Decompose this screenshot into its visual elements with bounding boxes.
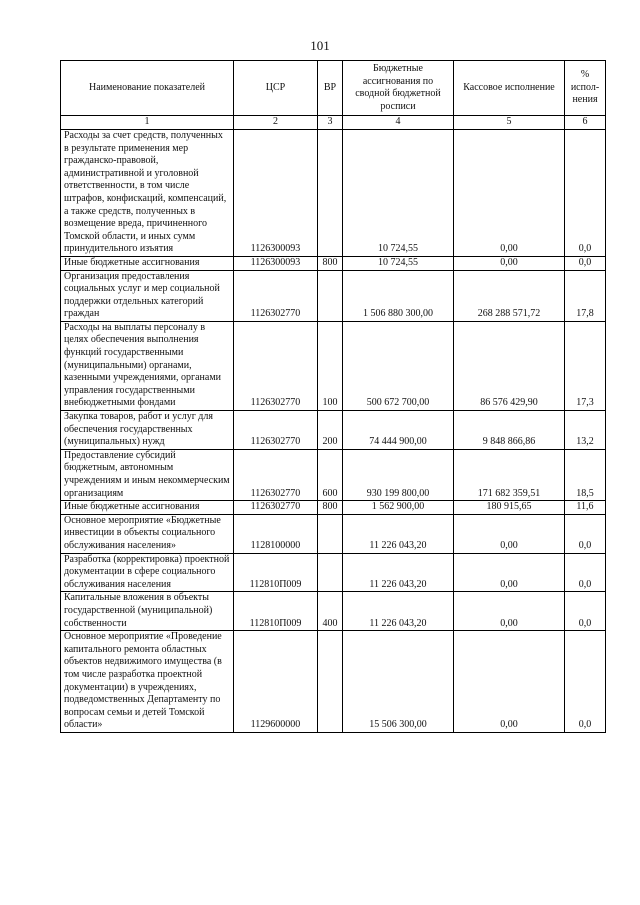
row-allocations: 15 506 300,00 — [343, 631, 454, 733]
row-vr — [318, 270, 343, 321]
col-header-name: Наименование показателей — [61, 61, 234, 116]
row-percent: 0,0 — [565, 631, 606, 733]
row-execution: 180 915,65 — [454, 501, 565, 515]
row-percent: 13,2 — [565, 411, 606, 450]
table-row — [61, 411, 606, 450]
row-name: Предоставление субсидий бюджетным, автономным учреждениям и иным некоммерческим организациям — [61, 449, 234, 500]
col-header-allocations: Бюджетные ассигнования по сводной бюджетной росписи — [343, 61, 454, 116]
row-percent: 11,6 — [565, 501, 606, 515]
row-percent: 0,0 — [565, 592, 606, 631]
row-csr: 1126302770 — [234, 411, 318, 450]
row-name: Капитальные вложения в объекты государственной (муниципальной) собственности — [61, 592, 234, 631]
row-name: Иные бюджетные ассигнования — [61, 256, 234, 270]
row-execution: 268 288 571,72 — [454, 270, 565, 321]
table-row — [61, 631, 606, 733]
col-number: 2 — [234, 116, 318, 130]
table-row — [61, 270, 606, 321]
row-allocations: 1 562 900,00 — [343, 501, 454, 515]
row-allocations: 930 199 800,00 — [343, 449, 454, 500]
row-execution: 0,00 — [454, 553, 565, 592]
row-percent: 18,5 — [565, 449, 606, 500]
row-name: Разработка (корректировка) проектной документации в сфере социального обслуживания населения — [61, 553, 234, 592]
row-name: Расходы на выплаты персоналу в целях обеспечения выполнения функций государственными (муниципальными) органами, казенными учреждениями, органами управления государственными внебюджетными фондами — [61, 321, 234, 410]
row-allocations: 10 724,55 — [343, 256, 454, 270]
row-execution: 86 576 429,90 — [454, 321, 565, 410]
row-vr: 400 — [318, 592, 343, 631]
row-percent: 17,3 — [565, 321, 606, 410]
table-row — [61, 256, 606, 270]
table-row — [61, 321, 606, 410]
row-execution: 0,00 — [454, 256, 565, 270]
row-csr: 1126302770 — [234, 449, 318, 500]
table-row — [61, 592, 606, 631]
row-percent: 17,8 — [565, 270, 606, 321]
col-number: 4 — [343, 116, 454, 130]
budget-table — [60, 60, 606, 733]
row-vr — [318, 514, 343, 553]
row-csr: 1126302770 — [234, 321, 318, 410]
col-header-percent: % испол-нения — [565, 61, 606, 116]
row-execution: 0,00 — [454, 592, 565, 631]
page-number: 101 — [310, 38, 330, 53]
row-execution: 171 682 359,51 — [454, 449, 565, 500]
row-allocations: 11 226 043,20 — [343, 514, 454, 553]
col-number: 6 — [565, 116, 606, 130]
row-allocations: 11 226 043,20 — [343, 553, 454, 592]
row-name: Закупка товаров, работ и услуг для обеспечения государственных (муниципальных) нужд — [61, 411, 234, 450]
row-name: Основное мероприятие «Бюджетные инвестиции в объекты социального обслуживания населения» — [61, 514, 234, 553]
table-row — [61, 501, 606, 515]
row-allocations: 11 226 043,20 — [343, 592, 454, 631]
table-row — [61, 553, 606, 592]
row-allocations: 500 672 700,00 — [343, 321, 454, 410]
col-header-execution: Кассовое исполнение — [454, 61, 565, 116]
row-vr — [318, 553, 343, 592]
row-vr: 200 — [318, 411, 343, 450]
row-name: Расходы за счет средств, полученных в результате применения мер гражданско-правовой, административной и уголовной ответственности, в том числе штрафов, конфискаций, компенсаций, а также средств, полученных в возмещение вреда, причиненного Томской области, и иных сумм принудительного изъятия — [61, 129, 234, 256]
row-csr: 112810П009 — [234, 553, 318, 592]
header-row — [61, 61, 606, 116]
row-csr: 1126300093 — [234, 129, 318, 256]
row-csr: 1126302770 — [234, 270, 318, 321]
row-allocations: 10 724,55 — [343, 129, 454, 256]
row-vr: 600 — [318, 449, 343, 500]
row-execution: 0,00 — [454, 129, 565, 256]
col-number: 1 — [61, 116, 234, 130]
column-number-row — [61, 116, 606, 130]
col-number: 5 — [454, 116, 565, 130]
row-allocations: 74 444 900,00 — [343, 411, 454, 450]
row-vr: 800 — [318, 501, 343, 515]
row-csr: 1126300093 — [234, 256, 318, 270]
table-row — [61, 129, 606, 256]
row-percent: 0,0 — [565, 553, 606, 592]
row-vr: 100 — [318, 321, 343, 410]
row-execution: 0,00 — [454, 631, 565, 733]
row-vr: 800 — [318, 256, 343, 270]
row-name: Иные бюджетные ассигнования — [61, 501, 234, 515]
table-row — [61, 514, 606, 553]
row-allocations: 1 506 880 300,00 — [343, 270, 454, 321]
row-name: Основное мероприятие «Проведение капитального ремонта областных объектов недвижимого имущества (в том числе разработка проектной документации) в учреждениях, подведомственных Департаменту по вопросам семьи и детей Томской области» — [61, 631, 234, 733]
table-row — [61, 449, 606, 500]
row-csr: 112810П009 — [234, 592, 318, 631]
row-vr — [318, 631, 343, 733]
row-percent: 0,0 — [565, 514, 606, 553]
col-header-csr: ЦСР — [234, 61, 318, 116]
row-execution: 9 848 866,86 — [454, 411, 565, 450]
row-csr: 1126302770 — [234, 501, 318, 515]
row-percent: 0,0 — [565, 256, 606, 270]
row-vr — [318, 129, 343, 256]
row-name: Организация предоставления социальных услуг и мер социальной поддержки отдельных категорий граждан — [61, 270, 234, 321]
row-execution: 0,00 — [454, 514, 565, 553]
row-percent: 0,0 — [565, 129, 606, 256]
col-number: 3 — [318, 116, 343, 130]
row-csr: 1129600000 — [234, 631, 318, 733]
col-header-vr: ВР — [318, 61, 343, 116]
row-csr: 1128100000 — [234, 514, 318, 553]
